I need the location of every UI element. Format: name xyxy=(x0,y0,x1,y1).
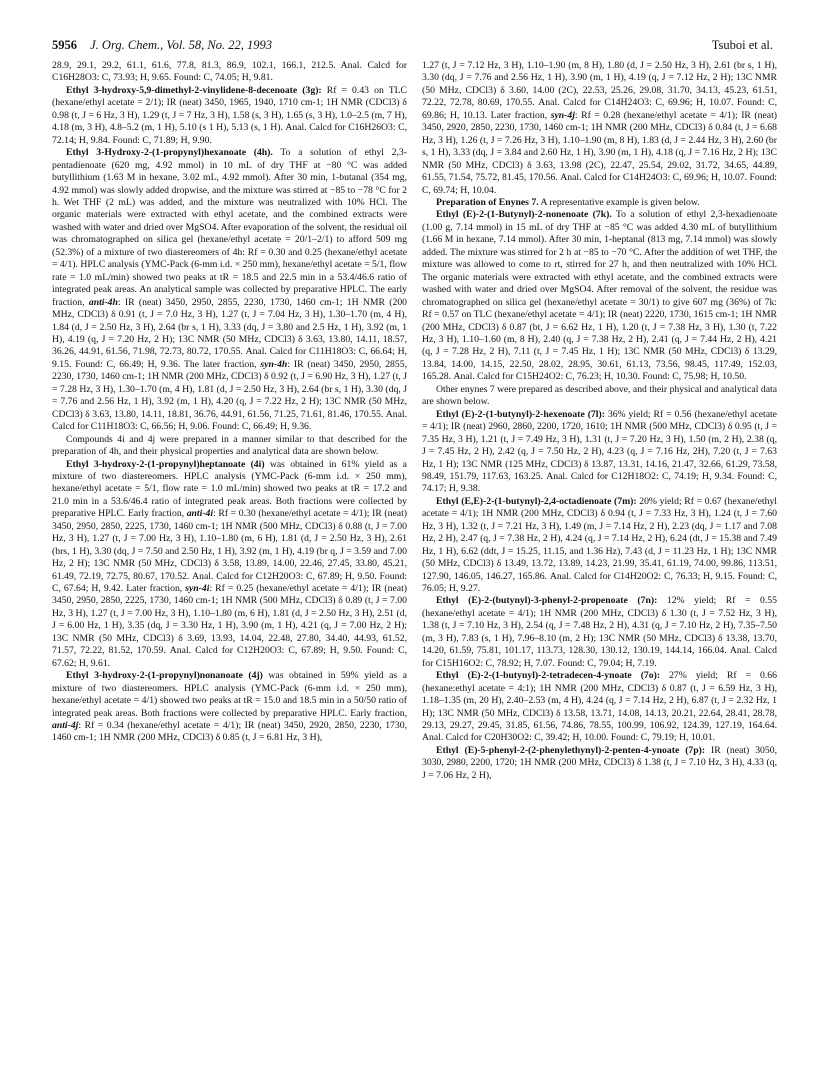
page-number: 5956 xyxy=(52,38,77,52)
emphasized-text: syn-4i xyxy=(185,583,210,595)
paragraph xyxy=(52,85,407,147)
emphasized-text: Ethyl 3-hydroxy-5,9-dimethyl-2-vinylidene-8-decenoate (3g): xyxy=(66,84,322,96)
paragraph xyxy=(52,147,407,433)
body-text: : IR (neat) 3450, 2950, 2855, 2230, 1730, 1460 cm-1; 1H NMR (200 MHz, CDCl3) δ 0.92 (t, J = 6.90 Hz, 3 H), 1.27 (t, J = 7.28 Hz, 3 H), 1.30–1.70 (m, 4 H), 1.81 (d, J = 2.50 Hz, 3 H), 2.64 (br s, 1 H), 3.30 (dq, J = 7.76 and 2.56 Hz, 1 H), 3.92 (m, 1 H), 4.20 (q, J = 7.22 Hz, 2 H); 13C NMR (50 MHz, CDCl3) δ 3.63, 13.80, 14.11, 18.81, 36.76, 44.91, 61.56, 71.25, 71.61, 81.46, 170.55. Anal. Calcd for C11H18O3: C, 66.56; H, 9.06. Found: C, 66.49; H, 9.36. xyxy=(52,358,407,433)
running-authors: Tsuboi et al. xyxy=(711,38,773,52)
paragraph xyxy=(422,409,777,496)
paragraph xyxy=(52,434,407,459)
emphasized-text: Ethyl 3-Hydroxy-2-(1-propynyl)hexanoate (4h). xyxy=(66,147,273,159)
right-column xyxy=(422,60,777,1060)
body-text: was obtained in 59% yield as a mixture of two diastereomers. HPLC analysis (YMC-Pack (6-mm i.d. × 250 mm), hexane/ethyl acetate = 4/1) showed two peaks at tR = 15.0 and 18.5 min in a 50/50 ratio of integrated peak areas. Both fractions were collected by preparative HPLC. Early fraction, xyxy=(52,670,407,719)
emphasized-text: syn-4h xyxy=(260,358,288,370)
body-text: Compounds 4i and 4j were prepared in a manner similar to that described for the preparation of 4h, and their physical properties and analytical data are shown below. xyxy=(52,433,407,458)
paragraph xyxy=(422,60,777,197)
body-text: 20% yield; Rf = 0.67 (hexane/ethyl acetate = 4/1); 1H NMR (200 MHz, CDCl3) δ 0.94 (t, J = 7.33 Hz, 3 H), 1.24 (t, J = 7.60 Hz, 3 H), 1.32 (t, J = 7.21 Hz, 3 H), 1.49 (m, J = 7.14 Hz, 2 H), 2.23 (dq, J = 1.17 and 7.08 Hz, 2 H), 2.47 (q, J = 7.38 Hz, 2 H), 4.24 (q, J = 7.14 Hz, 2 H), 6.24 (dt, J = 15.38 and 7.49 Hz, 1 H), 6.62 (ddt, J = 15.25, 11.15, and 1.36 Hz), 7.43 (d, J = 11.23 Hz, 1 H); 13C NMR (50 MHz, CDCl3) δ 13.49, 13.72, 13.89, 14.23, 21.99, 35.41, 61.19, 74.00, 99.86, 113.51, 127.90, 146.05, 146.27, 165.86. Anal. Calcd for C14H20O2: C, 76.33; H, 9.15. Found: C, 76.05; H, 9.27. xyxy=(422,495,777,595)
paragraph xyxy=(422,496,777,596)
paragraph xyxy=(422,197,777,209)
body-text: 36% yield; Rf = 0.56 (hexane/ethyl acetate = 4/1); IR (neat) 2960, 2860, 2200, 1720, 1610; 1H NMR (500 MHz, CDCl3) δ 0.95 (t, J = 7.35 Hz, 3 H), 1.21 (t, J = 7.49 Hz, 3 H), 1.31 (t, J = 7.20 Hz, 3 H), 1.50 (m, 2 H), 2.38 (q, J = 7.45 Hz, 2 H), 2.42 (q, J = 7.50 Hz, 2 H), 4.23 (q, J = 7.16 Hz, 2H), 7.20 (t, J = 7.63 Hz, 1 H); 13C NMR (125 MHz, CDCl3) δ 13.87, 13.31, 14.16, 21.47, 32.66, 61.29, 73.58, 98.49, 151.79, 117.63, 163.25. Anal. Calcd for C12H18O2: C, 74.19; H, 9.34. Found: C, 74.17; H, 9.38. xyxy=(422,408,777,495)
journal-citation: J. Org. Chem., Vol. 58, No. 22, 1993 xyxy=(90,38,272,52)
paragraph xyxy=(422,595,777,670)
body-text: 12% yield; Rf = 0.55 (hexane/ethyl acetate = 4/1); 1H NMR (200 MHz, CDCl3) δ 1.30 (t, J = 7.52 Hz, 3 H), 1.38 (t, J = 7.10 Hz, 3 H), 2.54 (q, J = 7.48 Hz, 2 H), 4.31 (q, J = 7.10 Hz, 2 H), 7.35–7.50 (m, 3 H), 7.83 (s, 1 H), 7.96–8.10 (m, 2 H); 13C NMR (50 MHz, CDCl3) δ 13.38, 13.70, 14.20, 61.59, 75.81, 101.17, 113.73, 128.30, 130.12, 130.19, 144.14, 166.04. Anal. Calcd for C15H16O2: C, 78.92; H, 7.07. Found: C, 79.04; H, 7.19. xyxy=(422,595,777,669)
body-text: : Rf = 0.28 (hexane/ethyl acetate = 4/1); IR (neat) 3450, 2920, 2850, 2230, 1730, 1460 cm-1; 1H NMR (200 MHz, CDCl3) δ 0.84 (t, J = 6.68 Hz, 3 H), 1.26 (t, J = 7.26 Hz, 3 H), 1.10–1.90 (m, 8 H), 1.83 (d, J = 2.44 Hz, 3 H), 2.60 (br s, 1 H), 3.33 (dq, J = 3.84 and 2.60 Hz, 1 H), 3.90 (m, 1 H), 4.18 (q, J = 7.16 Hz, 2 H); 13C NMR (50 MHz, CDCl3) δ 3.63, 13.98 (2C), 22.47, 25.54, 29.02, 31.72, 34.65, 44.89, 61.55, 71.54, 75.72, 81.45, 170.56. Anal. Calcd for C14H24O3: C, 69.96; H, 10.07. Found: C, 69.74; H, 10.04. xyxy=(422,109,777,196)
body-text: 28.9, 29.1, 29.2, 61.1, 61.6, 77.8, 81.3, 86.9, 102.1, 166.1, 212.5. Anal. Calcd for C16H28O3: C, 73.93; H, 9.65. Found: C, 74.05; H, 9.81. xyxy=(52,60,407,84)
emphasized-text: Ethyl 3-hydroxy-2-(1-propynyl)heptanoate (4i) xyxy=(66,458,265,470)
emphasized-text: Ethyl (E)-2-(1-Butynyl)-2-nonenoate (7k). xyxy=(436,209,612,221)
emphasized-text: Ethyl (E)-2-(1-butynyl)-2-hexenoate (7l): xyxy=(436,408,605,420)
paragraph xyxy=(52,459,407,671)
paragraph xyxy=(52,60,407,85)
emphasized-text: Preparation of Enynes 7. xyxy=(436,196,539,208)
body-text: To a solution of ethyl 2,3-pentadienoate (620 mg, 4.92 mmol) in 10 mL of dry THF at −80 °C was added butyllithium (1.63 M in hexane, 3.02 mL, 4.92 mmol). After 30 min, 1-butanal (354 mg, 4.92 mmol) was slowly added dropwise, and the mixture was stirred at −85 to −78 °C for 2 h. Wet THF (2 mL) was added, and the mixture was neutralized with 10% HCl. The organic materials were extracted with ethyl acetate, and the combined extracts were washed with water and dried over MgSO4. After evaporation of the solvent, the residual oil was chromatographed on silica gel (hexane/ethyl acetate = 20/1–2/1) to afford 509 mg (52.3%) of a mixture of two diastereomers of 4h: Rf = 0.30 and 0.25 (hexane/ethyl acetate = 4/1). HPLC analysis (YMC-Pack (6-mm i.d. × 250 mm), hexane/ethyl acetate = 5/1, flow rate = 1.0 mL/min) showed two peaks at tR = 18.5 and 22.5 min in a 53.4/46.6 ratio of integrated peak areas. An analytical sample was collected by preparative HPLC. The early fraction, xyxy=(52,147,407,308)
paragraph xyxy=(422,384,777,409)
emphasized-text: Ethyl (E)-5-phenyl-2-(2-phenylethynyl)-2-penten-4-ynoate (7p): xyxy=(436,744,706,756)
body-text: : Rf = 0.25 (hexane/ethyl acetate = 4/1); IR (neat) 3450, 2950, 2850, 2225, 1730, 1460 cm-1; 1H NMR (500 MHz, CDCl3) δ 0.89 (t, J = 7.00 Hz, 3 H), 1.27 (t, J = 7.00 Hz, 3 H), 1.10–1.80 (m, 6 H), 1.81 (d, J = 2.50 Hz, 3 H), 2.51 (d, J = 6.00 Hz, 1 H), 3.35 (dq, J = 3.30 Hz, 1 H), 3.90 (m, 1 H), 4.21 (q, J = 7.00 Hz, 2 H); 13C NMR (50 MHz, CDCl3) δ 3.69, 13.93, 14.04, 22.48, 27.80, 34.40, 44.93, 61.52, 71.57, 72.22, 81.52, 170.59. Anal. Calcd for C12H20O3: C, 67.89; H, 9.50. Found: C, 67.62; H, 9.61. xyxy=(52,583,407,669)
body-text: A representative example is given below. xyxy=(538,196,700,208)
emphasized-text: Ethyl (E)-2-(butynyl)-3-phenyl-2-propenoate (7n): xyxy=(436,595,658,607)
left-column xyxy=(52,60,407,1060)
emphasized-text: anti-4j xyxy=(52,720,79,732)
emphasized-text: anti-4h xyxy=(88,296,118,308)
page-header xyxy=(52,38,773,58)
body-text: 1.27 (t, J = 7.12 Hz, 3 H), 1.10–1.90 (m, 8 H), 1.80 (d, J = 2.50 Hz, 3 H), 2.61 (br s, 1 H), 3.30 (dq, J = 7.76 and 2.56 Hz, 1 H), 3.90 (m, 1 H), 4.19 (q, J = 7.12 Hz, 2 H); 13C NMR (50 MHz, CDCl3) δ 3.60, 14.00 (2C), 22.53, 25.26, 29.08, 31.70, 34.13, 45.23, 61.51, 72.22, 72.78, 80.69, 170.55. Anal. Calcd for C14H24O3: C, 69.96; H, 10.07. Found: C, 69.86; H, 10.13. Later fraction, xyxy=(422,60,777,121)
paragraph xyxy=(422,209,777,383)
body-text: Rf = 0.43 on TLC (hexane/ethyl acetate = 2/1); IR (neat) 3450, 1965, 1940, 1710 cm-1; 1H NMR (CDCl3) δ 0.98 (t, J = 6 Hz, 3 H), 1.29 (t, J = 7 Hz, 3 H), 1.58 (s, 3 H), 1.65 (s, 3 H), 1.0–2.5 (m, 7 H), 4.18 (m, 3 H), 4.8–5.2 (m, 1 H), 5.10 (s 1 H), 5.13 (s, 1 H). Anal. Calcd for C16H26O3: C, 72.14; H, 9.84. Found: C, 71.89; H, 9.90. xyxy=(52,84,407,146)
emphasized-text: anti-4i xyxy=(186,508,214,520)
paragraph xyxy=(52,670,407,745)
emphasized-text: Ethyl 3-hydroxy-2-(1-propynyl)nonanoate (4j) xyxy=(66,670,263,682)
body-text: : Rf = 0.34 (hexane/ethyl acetate = 4/1); IR (neat) 3450, 2920, 2850, 2230, 1730, 1460 cm-1; 1H NMR (200 MHz, CDCl3) δ 0.85 (t, J = 6.81 Hz, 3 H), xyxy=(52,720,407,744)
body-text: IR (neat) 3050, 3030, 2980, 2200, 1720; 1H NMR (200 MHz, CDCl3) δ 1.38 (t, J = 7.10 Hz, 3 H), 4.33 (q, J = 7.06 Hz, 2 H), xyxy=(422,744,777,781)
paragraph xyxy=(422,745,777,782)
body-text: was obtained in 61% yield as a mixture of two diastereomers. HPLC analysis (YMC-Pack (6-mm i.d. × 250 mm), hexane/ethyl acetate = 5/1, flow rate = 1.0 mL/min) showed two peaks at tR = 17.2 and 21.0 min in a 53.6/46.4 ratio of integrated peak areas. Both fractions were collected by preparative HPLC. Early fraction, xyxy=(52,458,407,520)
body-text: : IR (neat) 3450, 2950, 2855, 2230, 1730, 1460 cm-1; 1H NMR (200 MHz, CDCl3) δ 0.91 (t, J = 7.0 Hz, 3 H), 1.27 (t, J = 7.04 Hz, 3 H), 1.30–1.70 (m, 4 H), 1.84 (d, J = 2.50 Hz, 3 H), 2.64 (br s, 1 H), 3.33 (dq, J = 3.80 and 2.5 Hz, 1 H), 3.92 (m, 1 H), 4.19 (q, J = 7.20 Hz, 2 H); 13C NMR (50 MHz, CDCl3) δ 3.63, 13.80, 14.11, 18.57, 36.26, 44.91, 61.56, 71.98, 72.73, 80.72, 170.55. Anal. Calcd for C11H18O3: C, 66.64; H, 9.15. Found: C, 66.49; H, 9.36. The later fraction, xyxy=(52,296,407,370)
body-text: : Rf = 0.30 (hexane/ethyl acetate = 4/1); IR (neat) 3450, 2950, 2850, 2225, 1730, 1460 cm-1; 1H NMR (500 MHz, CDCl3) δ 0.88 (t, J = 7.00 Hz, 3 H), 1.27 (t, J = 7.00 Hz, 3 H), 1.10–1.80 (m, 6 H), 1.81 (d, J = 2.50 Hz, 3 H), 2.61 (brs, 1 H), 3.30 (dq, J = 7.50 and 2.50 Hz, 1 H), 3.92 (m, 1 H), 4.19 (br q, J = 3.59 and 7.00 Hz, 2 H); 13C NMR (50 MHz, CDCl3) δ 3.58, 13.89, 14.00, 22.46, 27.45, 33.80, 45.21, 61.49, 72.19, 72.75, 80.67, 170.52. Anal. Calcd for C12H20O3: C, 67.89; H, 9.50. Found: C, 67.64; H, 9.42. Later fraction, xyxy=(52,508,407,595)
body-text: Other enynes 7 were prepared as described above, and their physical and analytical data are shown below. xyxy=(422,383,777,408)
body-text: To a solution of ethyl 2,3-hexadienoate (1.00 g, 7.14 mmol) in 15 mL of dry THF at −85 °C was added 4.30 mL of butyllithium (1.66 M in hexane, 7.14 mmol). After 30 min, 1-heptanal (813 mg, 7.14 mmol) was slowly added. The mixture was stirred for 2 h at −85 to −70 °C. After the addition of wet THF, the mixture was allowed to come to rt, stirred for 27 h, and then neutralized with 10% HCl. The organic materials were extracted with ethyl acetate, and the combined extracts were washed with water and dried over MgSO4. After removal of the solvent, the residue was chromatographed on silica gel (hexane/ethyl acetate = 30/1) to give 607 mg (36%) of 7k: Rf = 0.57 on TLC (hexane/ethyl acetate = 4/1); IR (neat) 2220, 1730, 1615 cm-1; 1H NMR (200 MHz, CDCl3) δ 0.87 (bt, J = 6.62 Hz, 1 H), 1.20 (t, J = 7.38 Hz, 3 H), 1.30 (t, 7.22 Hz, 3 H), 1.10–1.60 (m, 8 H), 2.40 (q, J = 7.38 Hz, 2 H), 2.41 (q, J = 7.44 Hz, 2 H), 4.21 (q, J = 7.28 Hz, 2 H), 7.11 (t, J = 7.45 Hz, 1 H); 13C NMR (50 MHz, CDCl3) δ 13.29, 13.84, 14.00, 14.15, 22.50, 28.02, 28.95, 30.61, 61.13, 73.56, 98.45, 117.49, 152.03, 165.28. Anal. Calcd for C15H24O2: C, 76.23; H, 10.30. Found: C, 75.98; H, 10.50. xyxy=(422,209,777,383)
body-text: 27% yield; Rf = 0.66 (hexane:ethyl acetate = 4:1); 1H NMR (200 MHz, CDCl3) δ 0.87 (t, J = 6.59 Hz, 3 H), 1.18–1.35 (m, 20 H), 2.40–2.53 (m, 4 H), 4.24 (q, J = 7.14 Hz, 2 H), 6.87 (t, J = 2.32 Hz, 1 H); 13C NMR (50 MHz, CDCl3) δ 13.58, 13.71, 14.08, 14.13, 20.21, 22.64, 28.41, 28.78, 29.13, 29.27, 29.45, 31.85, 61.56, 74.86, 78.55, 100.99, 106.92, 124.39, 127.19, 164.64. Anal. Calcd for C20H30O2: C, 39.42; H, 10.00. Found: C, 79.19; H, 10.01. xyxy=(422,670,777,744)
paragraph xyxy=(422,670,777,745)
emphasized-text: Ethyl (E,E)-2-(1-butynyl)-2,4-octadienoate (7m): xyxy=(436,495,637,507)
emphasized-text: syn-4j xyxy=(550,109,575,121)
emphasized-text: Ethyl (E)-2-(1-butynyl)-2-tetradecen-4-ynoate (7o): xyxy=(436,670,661,682)
